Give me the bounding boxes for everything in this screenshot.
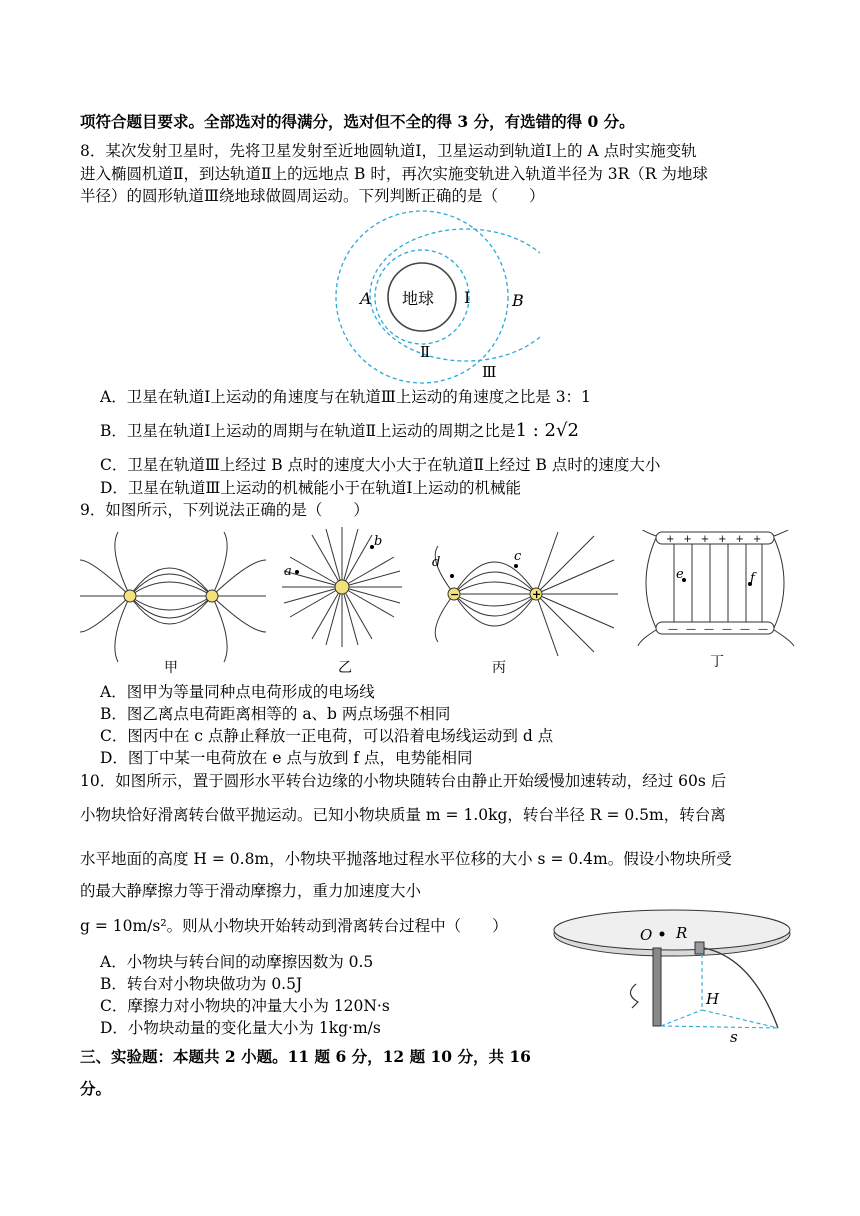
q10-line-1: 10．如图所示，置于圆形水平转台边缘的小物块随转台由静止开始缓慢加速转动，经过 60s 后 bbox=[80, 772, 727, 790]
point-a-label: A bbox=[360, 289, 372, 308]
turntable-figure bbox=[552, 908, 797, 1058]
point-f-label: f bbox=[750, 571, 755, 586]
section3-heading-2: 分。 bbox=[80, 1079, 112, 1098]
q10-line-3: 水平地面的高度 H = 0.8m，小物块平抛落地过程水平位移的大小 s = 0.4m。假设小物块所受 bbox=[80, 850, 732, 868]
q10-option-b: B．转台对小物块做功为 0.5J bbox=[100, 975, 303, 993]
point-c-label: c bbox=[514, 549, 522, 564]
figure-label-bing: 丙 bbox=[492, 660, 506, 676]
positive-charge-label: + bbox=[532, 588, 542, 601]
orbit-2-label: Ⅱ bbox=[420, 343, 431, 361]
q10-option-d: D．小物块动量的变化量大小为 1kg·m/s bbox=[100, 1019, 381, 1037]
orbit-figure bbox=[330, 207, 540, 385]
plate-plus-signs: ++++++ bbox=[666, 534, 771, 545]
figure-label-ding: 丁 bbox=[710, 654, 724, 670]
q10-option-c: C．摩擦力对小物块的冲量大小为 120N·s bbox=[100, 997, 390, 1015]
figure-label-jia: 甲 bbox=[164, 660, 178, 676]
radius-r-label: R bbox=[676, 924, 688, 942]
q8-option-b: B．卫星在轨道Ⅰ上运动的周期与在轨道Ⅱ上运动的周期之比是 bbox=[100, 422, 516, 440]
q9-option-b: B．图乙离点电荷距离相等的 a、b 两点场强不相同 bbox=[100, 705, 451, 723]
distance-s-label: s bbox=[730, 1028, 738, 1046]
q9-option-c: C．图丙中在 c 点静止释放一正电荷，可以沿着电场线运动到 d 点 bbox=[100, 727, 554, 745]
q10-line-4: 的最大静摩擦力等于滑动摩擦力，重力加速度大小 bbox=[80, 882, 422, 900]
q9-option-d: D．图丁中某一电荷放在 e 点与放到 f 点，电势能相同 bbox=[100, 749, 473, 767]
q8-line-1: 8．某次发射卫星时，先将卫星发射至近地圆轨道Ⅰ，卫星运动到轨道Ⅰ上的 A 点时实施变轨 bbox=[80, 142, 697, 160]
earth-label: 地球 bbox=[402, 289, 435, 308]
field-figure-ding bbox=[636, 530, 796, 675]
section3-heading-1: 三、实验题：本题共 2 小题。11 题 6 分，12 题 10 分，共 16 bbox=[80, 1047, 531, 1066]
plate-minus-signs: —————— bbox=[668, 624, 776, 635]
field-figure-yi bbox=[280, 525, 404, 680]
section-note: 项符合题目要求。全部选对的得满分，选对但不全的得 3 分，有选错的得 0 分。 bbox=[80, 112, 635, 131]
center-o-label: O bbox=[640, 926, 653, 944]
q8-ratio-formula: 1 : 2√2 bbox=[515, 420, 579, 441]
q8-option-b-wrap bbox=[100, 421, 579, 441]
q10-option-a: A．小物块与转台间的动摩擦因数为 0.5 bbox=[100, 953, 374, 971]
figure-label-yi: 乙 bbox=[338, 660, 352, 676]
orbit-3-label: Ⅲ bbox=[482, 363, 497, 381]
q8-option-d: D．卫星在轨道Ⅲ上运动的机械能小于在轨道Ⅰ上运动的机械能 bbox=[100, 479, 521, 497]
field-figure-jia bbox=[78, 530, 270, 680]
q8-line-2: 进入椭圆机道Ⅱ，到达轨道Ⅱ上的远地点 B 时，再次实施变轨进入轨道半径为 3R（R 为地球 bbox=[80, 165, 708, 183]
q8-line-3: 半径）的圆形轨道Ⅲ绕地球做圆周运动。下列判断正确的是（ ） bbox=[80, 187, 545, 205]
point-b-label-yi: b bbox=[374, 534, 383, 549]
point-b-label: B bbox=[512, 291, 524, 310]
negative-charge-label: − bbox=[450, 588, 460, 601]
height-h-label: H bbox=[706, 990, 720, 1008]
q10-line-2: 小物块恰好滑离转台做平抛运动。已知小物块质量 m = 1.0kg，转台半径 R = 0.5m，转台离 bbox=[80, 806, 726, 824]
point-a-label-yi: a bbox=[284, 564, 292, 579]
q9-option-a: A．图甲为等量同种点电荷形成的电场线 bbox=[100, 683, 375, 701]
q8-option-c: C．卫星在轨道Ⅲ上经过 B 点时的速度大小大于在轨道Ⅱ上经过 B 点时的速度大小 bbox=[100, 456, 661, 474]
point-e-label: e bbox=[676, 567, 684, 582]
field-figure-bing bbox=[418, 530, 628, 680]
orbit-1-label: Ⅰ bbox=[464, 288, 471, 307]
q10-line-5: g = 10m/s²。则从小物块开始转动到滑离转台过程中（ ） bbox=[80, 917, 508, 935]
point-d-label: d bbox=[432, 555, 441, 570]
q8-option-a: A．卫星在轨道Ⅰ上运动的角速度与在轨道Ⅲ上运动的角速度之比是 3：1 bbox=[100, 388, 591, 406]
q9-stem: 9．如图所示，下列说法正确的是（ ） bbox=[80, 501, 369, 519]
